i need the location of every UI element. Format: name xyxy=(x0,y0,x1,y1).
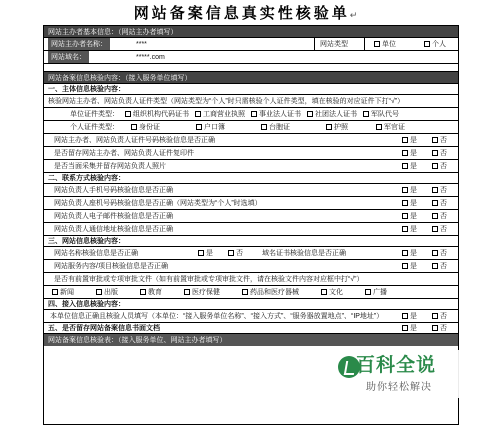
yes-option[interactable] xyxy=(402,211,417,221)
title-text: 网站备案信息真实性核验单 xyxy=(133,5,350,22)
row-site-domain xyxy=(44,51,458,64)
checkbox-icon[interactable] xyxy=(131,124,137,130)
row-q2 xyxy=(44,147,458,160)
subsection-contact xyxy=(44,173,458,184)
section-header-verify-text: 网站备案信息核验内容：（接入服务单位填写） xyxy=(48,74,192,82)
yes-label: 是 xyxy=(410,226,417,233)
approval-option-6[interactable] xyxy=(321,287,343,297)
no-label: 否 xyxy=(440,226,447,233)
option-label: 军官证 xyxy=(384,124,405,131)
watermark-brand: 百科全说 xyxy=(356,355,437,376)
no-label: 否 xyxy=(440,213,447,220)
row-cert-instructions xyxy=(44,95,458,108)
question-text: 是否有前置审批或专项审批文件（如有前置审批或专项审批文件，请在核验文件内容对应框中打“√”） xyxy=(54,276,364,283)
yes-label: 是 xyxy=(206,250,213,257)
checkbox-icon[interactable] xyxy=(140,289,146,295)
yes-label: 是 xyxy=(410,137,417,144)
host-name-label: 网站主办者名称： xyxy=(48,38,110,50)
no-label: 否 xyxy=(440,313,447,320)
person-cert-option-5[interactable] xyxy=(376,122,405,132)
unit-cert-option-4[interactable] xyxy=(307,109,357,119)
section-header-footer xyxy=(44,334,458,346)
checkbox-icon[interactable] xyxy=(195,111,201,117)
no-label: 否 xyxy=(440,163,447,170)
checkbox-icon[interactable] xyxy=(228,250,234,256)
type-unit-option[interactable] xyxy=(374,39,396,49)
checkbox-icon[interactable] xyxy=(432,313,438,319)
checkbox-icon[interactable] xyxy=(261,124,267,130)
no-label: 否 xyxy=(440,137,447,144)
no-label: 否 xyxy=(440,187,447,194)
yes-option[interactable] xyxy=(402,148,417,158)
yes-option[interactable] xyxy=(402,248,417,258)
no-option[interactable] xyxy=(432,161,447,171)
no-option[interactable] xyxy=(432,311,447,321)
checkbox-icon[interactable] xyxy=(374,41,380,47)
checkbox-icon[interactable] xyxy=(432,263,438,269)
checkbox-icon[interactable] xyxy=(196,124,202,130)
host-name-value: **** xyxy=(136,40,147,48)
yes-option[interactable] xyxy=(402,323,417,333)
yes-option[interactable] xyxy=(402,185,417,195)
row-q7 xyxy=(44,223,458,236)
no-option[interactable] xyxy=(432,323,447,333)
question-text: 网站负责人手机号码核验信息是否正确 xyxy=(54,187,173,194)
option-label: 户口簿 xyxy=(204,124,225,131)
checkbox-icon[interactable] xyxy=(432,150,438,156)
divider xyxy=(364,38,365,50)
checkbox-icon[interactable] xyxy=(432,325,438,331)
checkbox-icon[interactable] xyxy=(125,111,131,117)
section-header-basic xyxy=(44,26,458,38)
row-person-cert-types xyxy=(44,121,458,134)
checkbox-icon[interactable] xyxy=(402,325,408,331)
row-q1 xyxy=(44,134,458,147)
cert-instructions-text: 核验网站主办者、网站负责人证件类型（网站类型为“个人”时只需核验个人证件类型，填在核验的对应证件下打“√”） xyxy=(48,98,405,105)
row-q10 xyxy=(44,273,458,286)
checkbox-icon[interactable] xyxy=(242,289,248,295)
checkbox-icon[interactable] xyxy=(198,250,204,256)
yes-label: 是 xyxy=(410,263,417,270)
checkbox-icon[interactable] xyxy=(402,313,408,319)
checkbox-icon[interactable] xyxy=(376,124,382,130)
yes-label: 是 xyxy=(410,250,417,257)
checkbox-icon[interactable] xyxy=(402,137,408,143)
checkbox-icon[interactable] xyxy=(365,289,371,295)
question-text: 本单位信息正确且核验人员填写（本单位：“接入服务单位名称”、“接入方式”、“服务器放置地点”、“IP地址”） xyxy=(50,313,384,320)
checkbox-icon[interactable] xyxy=(402,250,408,256)
yes-option[interactable] xyxy=(402,261,417,271)
watermark xyxy=(334,350,464,398)
yes-label: 是 xyxy=(410,325,417,332)
row-q5 xyxy=(44,197,458,210)
question-text: 网站负责人通信地址核验信息是否正确 xyxy=(54,226,173,233)
question-text: 是否留存网站主办者、网站负责人证件复印件 xyxy=(54,150,194,157)
site-type-label: 网站类型 xyxy=(320,41,348,48)
unit-cert-option-1[interactable] xyxy=(125,109,189,119)
question-text: 网站服务内容/项目核验信息是否正确 xyxy=(54,263,168,270)
row-q8 xyxy=(44,247,458,260)
option-label: 军队代号 xyxy=(371,111,399,118)
person-cert-option-1[interactable] xyxy=(131,122,160,132)
watermark-slogan: 助你轻松解决 xyxy=(366,382,432,393)
no-label: 否 xyxy=(440,250,447,257)
option-label: 医疗保健 xyxy=(192,289,220,296)
no-label: 否 xyxy=(236,250,243,257)
site-domain-value: *****.com xyxy=(136,53,165,61)
option-label: 事业法人证书 xyxy=(259,111,301,118)
option-label: 护照 xyxy=(334,124,348,131)
checkbox-icon[interactable] xyxy=(432,137,438,143)
approval-option-5[interactable] xyxy=(242,287,299,297)
checkbox-icon[interactable] xyxy=(402,226,408,232)
checkbox-icon[interactable] xyxy=(402,213,408,219)
no-label: 否 xyxy=(440,150,447,157)
person-cert-label: 个人证件类型： xyxy=(70,124,119,131)
subsection-site-text: 三、网站信息核验内容： xyxy=(48,238,125,245)
yes-option[interactable] xyxy=(402,198,417,208)
no-option[interactable] xyxy=(432,248,447,258)
yes-option[interactable] xyxy=(402,311,417,321)
yes-label: 是 xyxy=(410,313,417,320)
no-option[interactable] xyxy=(432,261,447,271)
subsection-archive xyxy=(44,323,458,334)
row-q6 xyxy=(44,210,458,223)
no-option[interactable] xyxy=(432,148,447,158)
yes-option[interactable] xyxy=(402,161,417,171)
unit-cert-option-3[interactable] xyxy=(251,109,301,119)
approval-option-1[interactable] xyxy=(52,287,74,297)
option-label: 台胞证 xyxy=(269,124,290,131)
row-q12 xyxy=(44,310,458,323)
checkbox-icon[interactable] xyxy=(432,226,438,232)
row-host-name xyxy=(44,38,458,51)
unit-cert-label: 单位证件类型： xyxy=(70,111,119,118)
checkbox-icon[interactable] xyxy=(52,289,58,295)
checkbox-icon[interactable] xyxy=(307,111,313,117)
checkbox-icon[interactable] xyxy=(432,187,438,193)
checkbox-icon[interactable] xyxy=(402,150,408,156)
option-label: 教育 xyxy=(148,289,162,296)
option-label: 工商营业执照 xyxy=(203,111,245,118)
divider xyxy=(314,38,315,50)
person-cert-option-2[interactable] xyxy=(196,122,225,132)
paragraph-mark: ↵ xyxy=(349,10,358,20)
no-label: 否 xyxy=(440,263,447,270)
option-label: 出版 xyxy=(104,289,118,296)
yes-label: 是 xyxy=(410,200,417,207)
question-text: 网站主办者、网站负责人证件号码核验信息是否正确 xyxy=(54,137,215,144)
approval-option-4[interactable] xyxy=(184,287,220,297)
checkbox-icon[interactable] xyxy=(432,200,438,206)
yes-option[interactable] xyxy=(402,224,417,234)
unit-cert-option-2[interactable] xyxy=(195,109,245,119)
checkbox-icon[interactable] xyxy=(251,111,257,117)
document-title xyxy=(0,2,491,23)
option-label: 药品和医疗器械 xyxy=(250,289,299,296)
subsection-access-text: 四、接入信息核验内容： xyxy=(48,301,125,308)
option-label: 组织机构代码证书 xyxy=(133,111,189,118)
question-text: 网站名称核验信息是否正确 xyxy=(54,250,138,257)
question-text: 网站负责人电子邮件核验信息是否正确 xyxy=(54,213,173,220)
yes-option[interactable] xyxy=(198,248,213,258)
unit-cert-option-5[interactable] xyxy=(363,109,399,119)
section-header-basic-text: 网站主办者基本信息：（网站主办者填写） xyxy=(48,28,178,36)
no-option[interactable] xyxy=(432,198,447,208)
yes-label: 是 xyxy=(410,150,417,157)
option-label: 广播 xyxy=(373,289,387,296)
subsection-subject-text: 一、主体信息核验内容： xyxy=(48,86,125,93)
checkbox-icon[interactable] xyxy=(326,124,332,130)
section-header-verify xyxy=(44,72,458,84)
subsection-subject xyxy=(44,84,458,95)
yes-label: 是 xyxy=(410,187,417,194)
yes-option[interactable] xyxy=(402,135,417,145)
approval-option-3[interactable] xyxy=(140,287,162,297)
type-unit-label: 单位 xyxy=(382,41,396,48)
no-option[interactable] xyxy=(432,185,447,195)
question-text: 是否当面采集并留存网站负责人照片 xyxy=(54,163,166,170)
no-option[interactable] xyxy=(432,224,447,234)
option-label: 文化 xyxy=(329,289,343,296)
person-cert-option-4[interactable] xyxy=(326,122,348,132)
subsection-access xyxy=(44,299,458,310)
checkbox-icon[interactable] xyxy=(424,41,430,47)
no-option[interactable] xyxy=(432,135,447,145)
subsection-archive-text: 五、是否留存网站备案信息书面文档 xyxy=(48,325,160,332)
approval-option-7[interactable] xyxy=(365,287,387,297)
option-label: 身份证 xyxy=(139,124,160,131)
checkbox-icon[interactable] xyxy=(363,111,369,117)
approval-option-2[interactable] xyxy=(96,287,118,297)
option-label: 新闻 xyxy=(60,289,74,296)
option-label: 社团法人证书 xyxy=(315,111,357,118)
question-text: 网站负责人座机号码核验信息是否正确（网站类型为“个人”时选填） xyxy=(54,200,262,207)
site-domain-label: 网站域名： xyxy=(48,51,89,63)
checkbox-icon[interactable] xyxy=(432,163,438,169)
row-unit-cert-types xyxy=(44,108,458,121)
section-header-footer-text: 网站备案信息核验表：（接入服务单位、网站主办者填写） xyxy=(48,337,227,344)
row-q3 xyxy=(44,160,458,173)
yes-label: 是 xyxy=(410,213,417,220)
checkbox-icon[interactable] xyxy=(402,163,408,169)
row-q4 xyxy=(44,184,458,197)
row-q9 xyxy=(44,260,458,273)
checkbox-icon[interactable] xyxy=(402,200,408,206)
checkbox-icon[interactable] xyxy=(402,187,408,193)
no-label: 否 xyxy=(440,200,447,207)
spacer-row xyxy=(44,64,458,72)
question-text-2: 域名证书核验信息是否正确 xyxy=(262,250,346,257)
checkbox-icon[interactable] xyxy=(402,263,408,269)
checkbox-icon[interactable] xyxy=(432,213,438,219)
subsection-contact-text: 二、联系方式核验内容： xyxy=(48,175,125,182)
type-person-option[interactable] xyxy=(424,39,446,49)
type-person-label: 个人 xyxy=(432,41,446,48)
no-option[interactable] xyxy=(228,248,243,258)
checkbox-icon[interactable] xyxy=(321,289,327,295)
checkbox-icon[interactable] xyxy=(432,250,438,256)
subsection-site xyxy=(44,236,458,247)
checkbox-icon[interactable] xyxy=(184,289,190,295)
row-q11-approvals xyxy=(44,286,458,299)
no-option[interactable] xyxy=(432,211,447,221)
no-label: 否 xyxy=(440,325,447,332)
checkbox-icon[interactable] xyxy=(96,289,102,295)
yes-label: 是 xyxy=(410,163,417,170)
person-cert-option-3[interactable] xyxy=(261,122,290,132)
